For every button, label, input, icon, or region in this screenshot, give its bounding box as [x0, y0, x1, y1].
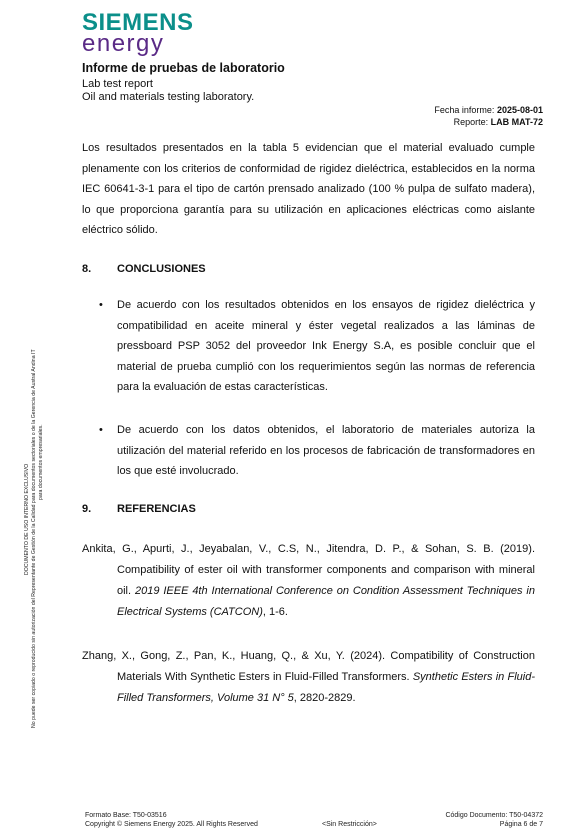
section-9-heading — [82, 503, 196, 515]
section-8-title: CONCLUSIONES — [117, 263, 206, 275]
reference-2-source: Synthetic Esters in Fluid-Filled Transformers, Volume 31 N° 5 — [117, 671, 536, 704]
side-note-line-3: para documentos empresariales. — [38, 424, 44, 500]
report-date — [434, 105, 543, 115]
results-paragraph: Los resultados presentados en la tabla 5 evidencian que el material evaluado cumple plenamente con los criterios de conformidad de rigidez dieléctrica, establecidos en la norma IEC 60641-3-1 para el tipo de cartón prensado analizado (100 % pulpa de sulfato madera), lo que proporciona garantía para su utilización en aplicaciones eléctricas como aislante eléctrico sólido. — [82, 142, 535, 236]
footer-doc-code: Código Documento: T50-04372 — [445, 812, 543, 819]
bullet-icon: • — [99, 424, 103, 436]
report-subtitle-en: Lab test report — [82, 78, 153, 90]
footer-page-number: Página 6 de 7 — [499, 821, 543, 828]
logo-energy: energy — [82, 30, 165, 57]
siemens-energy-logo — [82, 11, 194, 55]
report-code-value: LAB MAT-72 — [490, 117, 543, 127]
footer-copyright: Copyright © Siemens Energy 2025. All Rights Reserved — [85, 821, 258, 828]
conclusion-bullet-2-text: De acuerdo con los datos obtenidos, el laboratorio de materiales autoriza la utilización del material referido en los procesos de fabricación de transformadores en los que esté involucrado. — [117, 424, 535, 477]
footer-left — [85, 811, 258, 829]
side-note-line-1: DOCUMENTO DE USO INTERNO EXCLUSIVO — [24, 463, 30, 575]
report-code-label: Reporte: — [453, 117, 489, 127]
footer-format: Formato Base: T50-03516 — [85, 812, 167, 819]
section-8-heading — [82, 263, 206, 275]
report-code — [454, 117, 543, 127]
conclusion-bullet-2 — [99, 420, 535, 482]
reference-1 — [82, 539, 535, 623]
section-8-number: 8. — [82, 263, 92, 275]
report-subtitle-lab: Oil and materials testing laboratory. — [82, 91, 255, 103]
report-date-value: 2025-08-01 — [496, 105, 543, 115]
reference-1-text: Ankita, G., Apurti, J., Jeyabalan, V., C.S, N., Jitendra, D. P., & Sohan, S. B. (2019). Compatibility of ester oil with transformer components and comparison with mineral oil. — [82, 543, 535, 597]
reference-2-pages: , 2820-2829. — [293, 692, 356, 704]
conclusion-bullet-1-text: De acuerdo con los resultados obtenidos en los ensayos de rigidez dieléctrica y compatibilidad en aceite mineral y éster vegetal realizados a las láminas de pressboard PSP 3052 del proveedor Ink Energy S.A, es posible concluir que el material de prueba cumplió con los requerimientos según las normas de referencia para la evaluación de estas características. — [117, 299, 535, 393]
section-9-title: REFERENCIAS — [117, 503, 196, 515]
footer-restriction: <Sin Restricción> — [322, 821, 377, 828]
report-date-label: Fecha informe: — [434, 105, 495, 115]
section-9-number: 9. — [82, 503, 92, 515]
logo-siemens: SIEMENS — [82, 9, 194, 36]
footer-right — [445, 811, 543, 829]
reference-1-pages: , 1-6. — [262, 606, 288, 618]
bullet-icon: • — [99, 299, 103, 311]
reference-1-source: 2019 IEEE 4th International Conference on Condition Assessment Techniques in Electrical Systems (CATCON) — [117, 585, 535, 618]
reference-2 — [82, 646, 535, 709]
reference-2-text: Zhang, X., Gong, Z., Pan, K., Huang, Q., & Xu, Y. (2024). Compatibility of Construction Materials With Synthetic Esters in Fluid-Filled Transformers. — [82, 650, 535, 683]
side-note-line-2: No puede ser copiado o reproducido sin autorización del Representante de Gestión de la Calidad para documentos sectoriales o de la Gerencia de Austral Andina IT — [31, 349, 37, 728]
report-title: Informe de pruebas de laboratorio — [82, 61, 285, 75]
conclusion-bullet-1 — [99, 295, 535, 398]
